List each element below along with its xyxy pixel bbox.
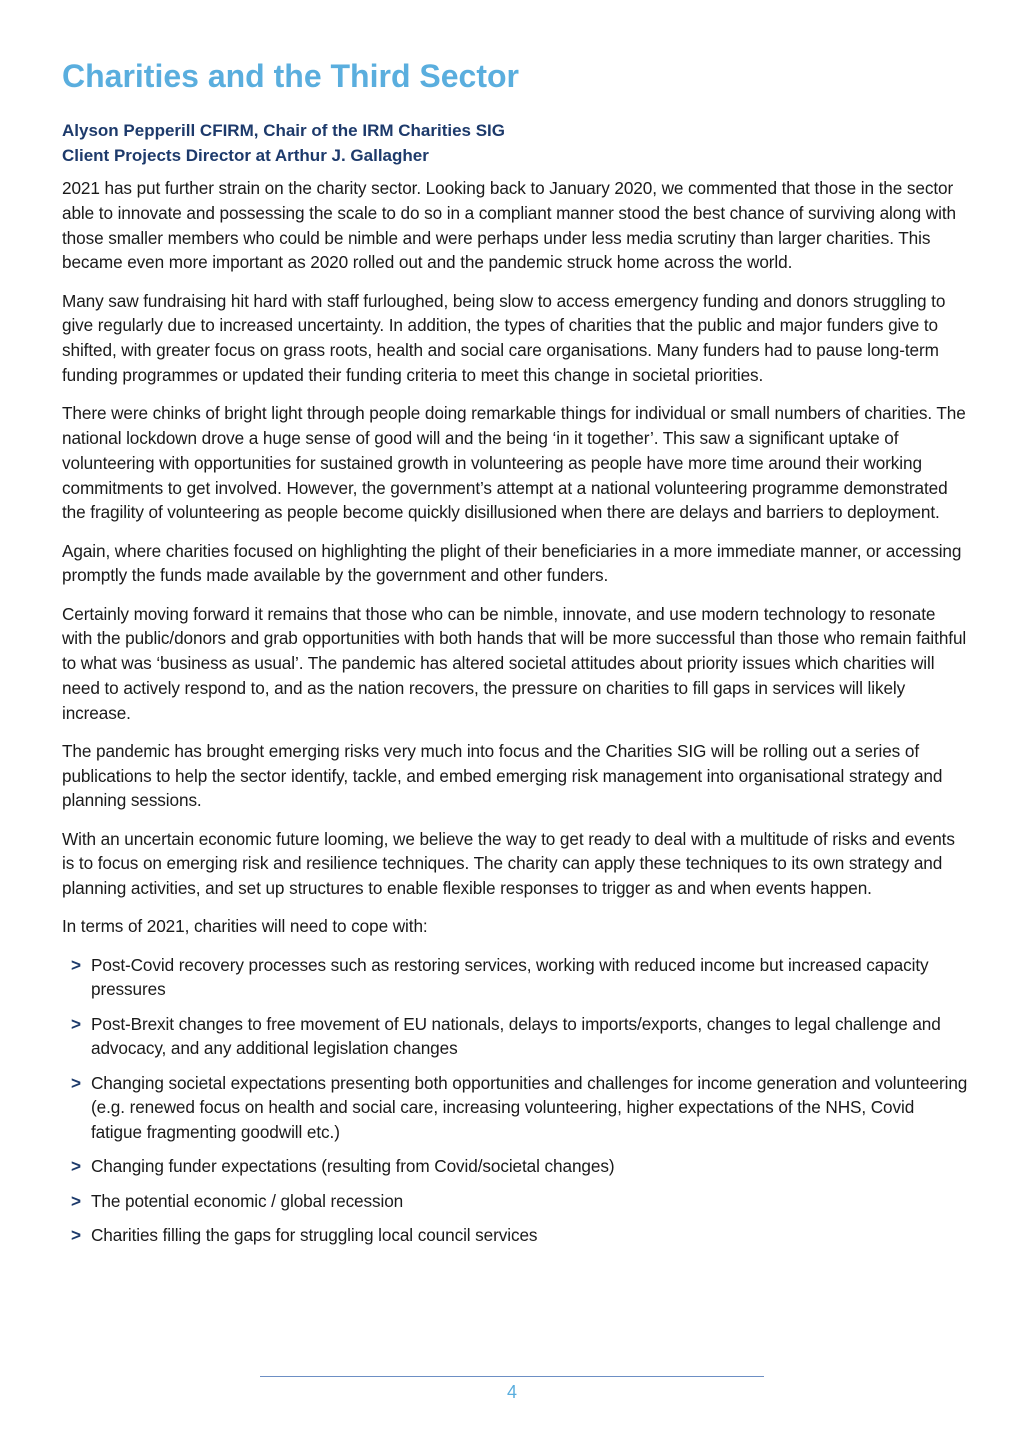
document-page	[62, 56, 968, 1257]
chevron-right-icon: >	[71, 1224, 81, 1245]
list-item	[62, 1223, 968, 1248]
chevron-right-icon: >	[71, 1072, 81, 1093]
list-item-text: Changing societal expectations presenting both opportunities and challenges for income generation and volunteering (e.g. renewed focus on health and social care, increasing volunteering, higher expectations of the NHS, Covid fatigue fragmenting goodwill etc.)	[91, 1072, 968, 1143]
paragraph: Again, where charities focused on highlighting the plight of their beneficiaries in a more immediate manner, or accessing promptly the funds made available by the government and other funders.	[62, 540, 962, 586]
article-body	[62, 176, 968, 1248]
paragraph: 2021 has put further strain on the charity sector. Looking back to January 2020, we commented that those in the sector able to innovate and possessing the scale to do so in a compliant manner stood the best chance of surviving along with those smaller members who could be nimble and were perhaps under less media scrutiny than larger charities. This became even more important as 2020 rolled out and the pandemic struck home across the world.	[62, 178, 956, 273]
paragraph: The pandemic has brought emerging risks very much into focus and the Charities SIG will be rolling out a series of publications to help the sector identify, tackle, and embed emerging risk management into organisational strategy and planning sessions.	[62, 740, 943, 811]
list-item	[62, 1012, 968, 1062]
paragraph: Certainly moving forward it remains that those who can be nimble, innovate, and use modern technology to resonate with the public/donors and grab opportunities with both hands that will be more successful than those who remain faithful to what was ‘business as usual’. The pandemic has altered societal attitudes about priority issues which charities will need to actively respond to, and as the nation recovers, the pressure on charities to fill gaps in services will likely increase.	[62, 603, 967, 723]
bullet-list	[62, 953, 968, 1248]
author-block	[62, 118, 968, 168]
author-role-line: Client Projects Director at Arthur J. Gallagher	[62, 146, 429, 165]
footer-divider	[260, 1376, 764, 1377]
paragraph: There were chinks of bright light through people doing remarkable things for individual or small numbers of charities. The national lockdown drove a huge sense of good will and the being ‘in it together’. This saw a significant uptake of volunteering with opportunities for sustained growth in volunteering as people have more time around their working commitments to get involved. However, the government’s attempt at a national volunteering programme demonstrated the fragility of volunteering as people become quickly disillusioned when there are delays and barriers to deployment.	[62, 403, 966, 523]
chevron-right-icon: >	[71, 1156, 81, 1177]
list-item	[62, 1154, 968, 1179]
paragraph: Many saw fundraising hit hard with staff furloughed, being slow to access emergency funding and donors struggling to give regularly due to increased uncertainty. In addition, the types of charities that the public and major funders give to shifted, with greater focus on grass roots, health and social care organisations. Many funders had to pause long-term funding programmes or updated their funding criteria to meet this change in societal priorities.	[62, 290, 946, 385]
list-item-text: The potential economic / global recession	[91, 1190, 404, 1211]
author-name-line: Alyson Pepperill CFIRM, Chair of the IRM Charities SIG	[62, 121, 506, 140]
chevron-right-icon: >	[71, 1013, 81, 1034]
list-item-text: Charities filling the gaps for struggling local council services	[91, 1224, 538, 1245]
paragraph: With an uncertain economic future looming, we believe the way to get ready to deal with a multitude of risks and events is to focus on emerging risk and resilience techniques. The charity can apply these techniques to its own strategy and planning activities, and set up structures to enable flexible responses to trigger as and when events happen.	[62, 828, 955, 899]
list-item-text: Post-Brexit changes to free movement of EU nationals, delays to imports/exports, changes to legal challenge and advocacy, and any additional legislation changes	[91, 1013, 941, 1059]
list-item-text: Post-Covid recovery processes such as restoring services, working with reduced income but increased capacity pressures	[91, 954, 929, 1000]
list-item	[62, 1189, 968, 1214]
list-item	[62, 953, 968, 1003]
chevron-right-icon: >	[71, 1190, 81, 1211]
list-item-text: Changing funder expectations (resulting from Covid/societal changes)	[91, 1156, 615, 1177]
page-title: Charities and the Third Sector	[62, 58, 519, 94]
chevron-right-icon: >	[71, 954, 81, 975]
list-item	[62, 1071, 968, 1145]
page-number: 4	[506, 1382, 517, 1402]
paragraph: In terms of 2021, charities will need to cope with:	[62, 916, 428, 937]
